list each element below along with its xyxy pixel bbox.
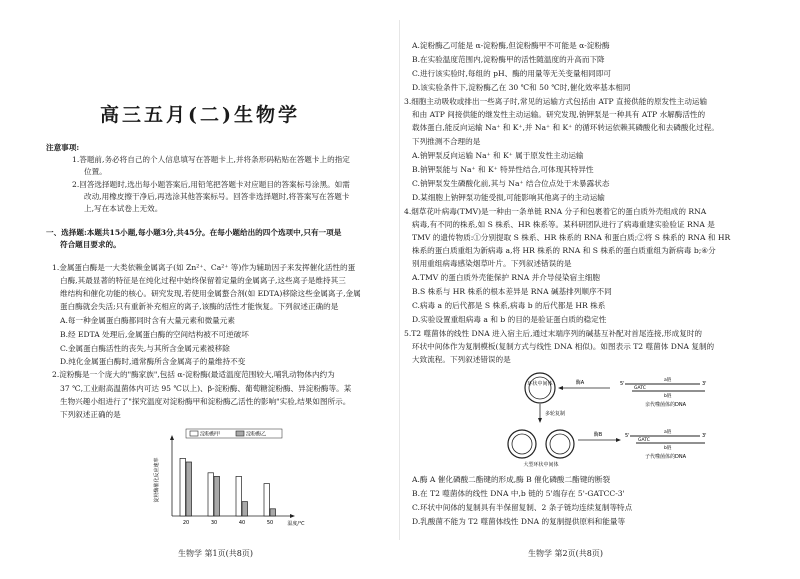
large-circle-right-inner <box>550 434 570 454</box>
question-3-stem: 载体蛋白,能反向运输 Na⁺ 和 K⁺,并 Na⁺ 和 K⁺ 的循环转运依赖其磷酸化和去磷酸化过程。 <box>412 123 719 132</box>
question-5-option: B.在 T2 噬菌体的线性 DNA 中,b 链的 5'端存在 5'-GATCC-3' <box>412 489 625 498</box>
question-5-option: D.乳酸菌不能为 T2 噬菌体线性 DNA 的复制提供原料和能量等 <box>412 517 626 526</box>
notice-line: 上,写在本试卷上无效。 <box>84 204 163 213</box>
legend-swatch <box>236 431 244 436</box>
x-tick-label: 30 <box>210 520 218 526</box>
question-2-option: C.进行该实验时,每组的 pH、酶的用量等无关变量相同即可 <box>412 69 611 78</box>
child-strand-a-label: a链 <box>664 430 672 435</box>
page-footer: 生物学 第1页(共8页) <box>178 549 253 558</box>
notice-line: 改动,用橡皮擦干净后,再选涂其他答案标号。回答非选择题时,将答案写在答题卡 <box>84 192 350 201</box>
question-3-option: C.钠钾泵发生磷酸化前,其与 Na⁺ 结合位点处于未暴露状态 <box>412 179 610 188</box>
x-axis-label: 温度/℃ <box>287 521 305 527</box>
question-2-option: B.在实验温度范围内,淀粉酶甲的活性随温度的升高而下降 <box>412 55 605 64</box>
y-axis-label: 淀粉酶催化反应速率 <box>154 457 160 503</box>
enzyme-b-label: 酶B <box>593 432 603 438</box>
arrow-head <box>558 386 563 390</box>
question-2-option: A.淀粉酶乙可能是 α-淀粉酶,但淀粉酶甲不可能是 α-淀粉酶 <box>412 41 610 50</box>
question-4-stem: 株系的蛋白质重组为新病毒 a,将 HR 株系的 RNA 和 S 株系的蛋白质重组为新病毒 b;④分 <box>412 246 716 255</box>
question-3-option: D.某细胞上钠钾泵功能受损,可能影响其他离子的主动运输 <box>412 193 605 202</box>
question-5-option: C.环状中间体的复制具有半保留复制、2 条子链均连续复制等特点 <box>412 503 633 512</box>
x-tick-label: 40 <box>238 520 246 526</box>
child-strand-b-label: b链 <box>664 446 672 451</box>
question-2-stem: 2.淀粉酶是一个庞大的"酶家族",包括 α-淀粉酶(最适温度范围较大,哺乳动物体内约为 <box>52 370 335 379</box>
x-tick-label: 20 <box>182 520 190 526</box>
strand-a-label: a链 <box>664 378 672 383</box>
question-5-stem: 5.T2 噬菌体的线性 DNA 进入宿主后,通过末端序列的碱基互补配对首尾连接,形成复时的 <box>404 329 703 338</box>
question-2-stem: 37 ℃,工业耐高温菌体内可达 95 ℃以上)、β-淀粉酶、葡萄糖淀粉酶、异淀粉酶等。某 <box>60 384 352 393</box>
question-4-stem: 病毒,有不同的株系,如 S 株系、HR 株系等。某科研团队进行了病毒重建实验验证 RNA 是 <box>412 220 715 229</box>
seq-label: GATC <box>638 438 650 443</box>
question-1-option: D.纯化金属蛋白酶时,通常酶所含金属离子的量维持不变 <box>60 357 246 366</box>
prime-label: 5' <box>625 433 630 439</box>
question-5-option: A.酶 A 催化磷酸二酯键的形成,酶 B 催化磷酸二酯键的断裂 <box>412 475 611 484</box>
question-5-stem: 大致流程。下列叙述错误的是 <box>412 355 511 364</box>
question-4-stem: 4.烟草花叶病毒(TMV)是一种由一条单链 RNA 分子和包裹着它的蛋白质外壳组成的 RNA <box>404 207 707 216</box>
bar <box>214 476 220 516</box>
section-heading: 符合题目要求的。 <box>60 240 121 249</box>
question-1-stem: 维结构和催化功能的核心。研究发现,若使用金属螯合剂(如 EDTA)移除这些金属离子,金属 <box>60 289 361 298</box>
circular-intermediate <box>525 373 555 403</box>
page-title: 高三五月(二)生物学 <box>100 104 300 126</box>
y-axis-arrow <box>170 435 174 440</box>
bar <box>180 458 186 516</box>
multi-round-label: 多轮复制 <box>545 411 566 417</box>
arrow-head <box>616 438 621 442</box>
page-footer: 生物学 第2页(共8页) <box>528 549 603 558</box>
question-1-stem: 1.金属蛋白酶是一大类依赖金属离子(如 Zn²⁺、Ca²⁺ 等)作为辅助因子来发挥催化活性的蛋 <box>52 263 356 272</box>
question-3-stem: 3.细胞主动吸收或排出一些离子时,常见的运输方式包括由 ATP 直接供能的原发性主动运输 <box>404 97 708 106</box>
question-1-option: C.金属蛋白酶活性的丧失,与其所含金属元素被移除 <box>60 344 230 353</box>
enzyme-a-label: 酶A <box>575 380 585 386</box>
large-circle-left-inner <box>512 434 532 454</box>
question-4-stem: 别用重组病毒感染烟草叶片。下列叙述错误的是 <box>412 259 572 268</box>
prime-label: 3' <box>702 433 707 439</box>
x-axis-arrow <box>290 514 295 518</box>
prime-label: 3' <box>702 381 707 387</box>
child-dna-label: 子代噬菌体的DNA <box>645 454 687 460</box>
question-4-option: A.TMV 的蛋白质外壳能保护 RNA 并介导侵染宿主细胞 <box>412 273 600 282</box>
arrow-head <box>538 418 542 423</box>
large-intermediate-label: 大型环状中间体 <box>523 462 559 468</box>
question-2-stem: 生物兴趣小组进行了"探究温度对淀粉酶甲和淀粉酶乙活性的影响"实验,结果如图所示。 <box>60 397 351 406</box>
notice-line: 1.答题前,务必将自己的个人信息填写在答题卡上,并将条形码粘贴在答题卡上的指定 <box>72 155 350 164</box>
prime-label: 5' <box>620 381 625 387</box>
bar <box>264 484 270 516</box>
notice-heading: 注意事项: <box>46 143 80 152</box>
question-3-option: A.钠钾泵反向运输 Na⁺ 和 K⁺ 属于原发性主动运输 <box>412 151 584 160</box>
strand-b-label: b链 <box>664 394 672 399</box>
bar <box>242 502 248 516</box>
question-3-option: B.钠钾泵能与 Na⁺ 和 K⁺ 特异性结合,可体现其特异性 <box>412 165 594 174</box>
question-5-stem: 环状中间体作为复制模板(复制方式与线性 DNA 相似)。如图表示 T2 噬菌体 DNA 复制的 <box>412 342 715 351</box>
notice-line: 2.回答选择题时,选出每小题答案后,用铅笔把答题卡对应题目的答案标号涂黑。如需 <box>72 180 350 189</box>
legend-label: 淀粉酶乙 <box>246 431 267 438</box>
question-2-stem: 下列叙述正确的是 <box>60 410 121 419</box>
question-1-stem: 白酶,其最显著的特征是在纯化过程中始终保留着定量的金属离子,这些离子是维持其三 <box>60 276 346 285</box>
legend-swatch <box>190 431 198 436</box>
question-4-stem: TMV 的遗传物质:①分别提取 S 株系、HR 株系的 RNA 和蛋白质;②将 S 株系的 RNA 和 HR <box>412 233 731 242</box>
question-1-option: A.每一种金属蛋白酶都同时含有大量元素和微量元素 <box>60 316 235 325</box>
question-2-option: D.该实验条件下,淀粉酶乙在 30 ℃和 50 ℃时,催化效率基本相同 <box>412 83 631 92</box>
parent-dna-label: 亲代噬菌体的DNA <box>645 402 687 408</box>
bar <box>236 476 242 516</box>
legend-label: 淀粉酶甲 <box>200 431 221 438</box>
question-4-option: B.S 株系与 HR 株系的根本差异是 RNA 碱基排列顺序不同 <box>412 287 612 296</box>
question-4-option: C.病毒 a 的后代都是 S 株系,病毒 b 的后代都是 HR 株系 <box>412 301 606 310</box>
bar <box>208 473 214 516</box>
question-1-stem: 蛋白酶就会失活;只有重新补充相应的离子,该酶的活性才能恢复。下列叙述正确的是 <box>60 302 339 311</box>
section-heading: 一、选择题:本题共15小题,每小题3分,共45分。在每小题给出的四个选项中,只有一项是 <box>46 228 342 237</box>
question-3-stem: 和由 ATP 间接供能的继发性主动运输。研究发现,钠钾泵是一种具有 ATP 水解酶活性的 <box>412 110 706 119</box>
question-4-option: D.实验设置重组病毒 a 和 b 的目的是验证蛋白质的稳定性 <box>412 315 607 324</box>
question-3-stem: 下列推测不合理的是 <box>412 137 481 146</box>
seq-label: GATC <box>634 386 646 391</box>
x-tick-label: 50 <box>266 520 274 526</box>
bar <box>270 509 276 516</box>
circular-intermediate-label: 环状中间体 <box>527 381 553 387</box>
page-2 <box>400 0 800 579</box>
question-1-option: B.经 EDTA 处理后,金属蛋白酶的空间结构被不可逆破坏 <box>60 330 249 339</box>
enzyme-activity-chart <box>150 428 320 530</box>
bar <box>186 462 192 516</box>
dna-replication-diagram <box>500 368 720 468</box>
notice-line: 位置。 <box>84 167 107 176</box>
